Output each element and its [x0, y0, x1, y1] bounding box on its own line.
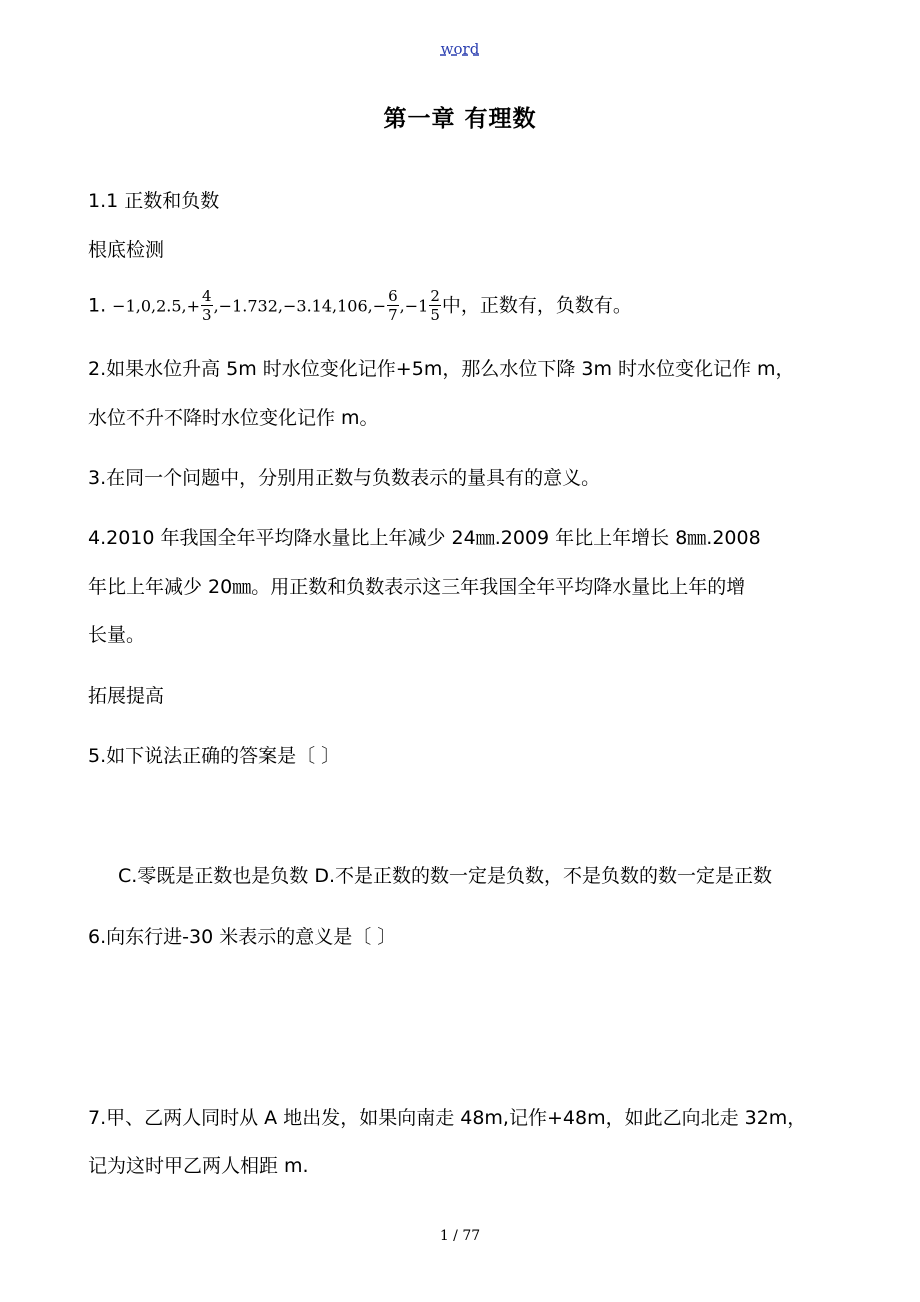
question-3: 3.在同一个问题中，分别用正数与负数表示的量具有的意义。	[88, 467, 601, 489]
q1-expr-c: ,−1	[399, 296, 429, 316]
question-4-line-1: 4.2010 年我国全年平均降水量比上年减少 24㎜.2009 年比上年增长 8㎜.2008	[88, 527, 761, 549]
question-5-options: C.零既是正数也是负数 D.不是正数的数一定是负数，不是负数的数一定是正数	[118, 865, 773, 887]
header-word-link[interactable]: word	[440, 40, 480, 58]
question-1	[88, 289, 632, 323]
question-6: 6.向东行进-30 米表示的意义是〔 〕	[88, 926, 397, 948]
q1-fraction-3	[429, 289, 441, 323]
page-number: 1 / 77	[439, 1228, 481, 1244]
q1-suffix: 中，正数有，负数有。	[441, 294, 632, 317]
q1-frac2-den: 7	[388, 306, 398, 324]
q1-fraction-2	[387, 289, 399, 323]
q1-frac3-den: 5	[430, 306, 440, 324]
question-4-line-2: 年比上年减少 20㎜。用正数和负数表示这三年我国全年平均降水量比上年的增	[88, 576, 746, 598]
question-2-line-2: 水位不升不降时水位变化记作 m。	[88, 407, 379, 429]
q1-frac1-num: 4	[202, 287, 212, 305]
q1-expr-b: ,−1.732,−3.14,106,−	[213, 296, 387, 316]
basic-check-heading: 根底检测	[88, 239, 165, 261]
question-4-line-3: 长量。	[88, 624, 146, 646]
q1-prefix: 1.	[88, 294, 113, 317]
question-7-line-2: 记为这时甲乙两人相距 m.	[88, 1155, 309, 1177]
question-7-line-1: 7.甲、乙两人同时从 A 地出发，如果向南走 48m,记作+48m，如此乙向北走 32m，	[88, 1107, 807, 1129]
chapter-title: 第一章 有理数	[383, 106, 537, 132]
q1-expr-a: −1,0,2.5,+	[112, 296, 201, 316]
question-5: 5.如下说法正确的答案是〔 〕	[88, 745, 341, 767]
q1-frac2-num: 6	[388, 287, 398, 305]
section-heading: 1.1 正数和负数	[88, 190, 220, 212]
extend-heading: 拓展提高	[88, 685, 165, 707]
q1-frac3-num: 2	[430, 287, 440, 305]
question-2-line-1: 2.如果水位升高 5m 时水位变化记作+5m，那么水位下降 3m 时水位变化记作 m，	[88, 358, 795, 380]
q1-frac1-den: 3	[202, 306, 212, 324]
q1-fraction-1	[201, 289, 213, 323]
